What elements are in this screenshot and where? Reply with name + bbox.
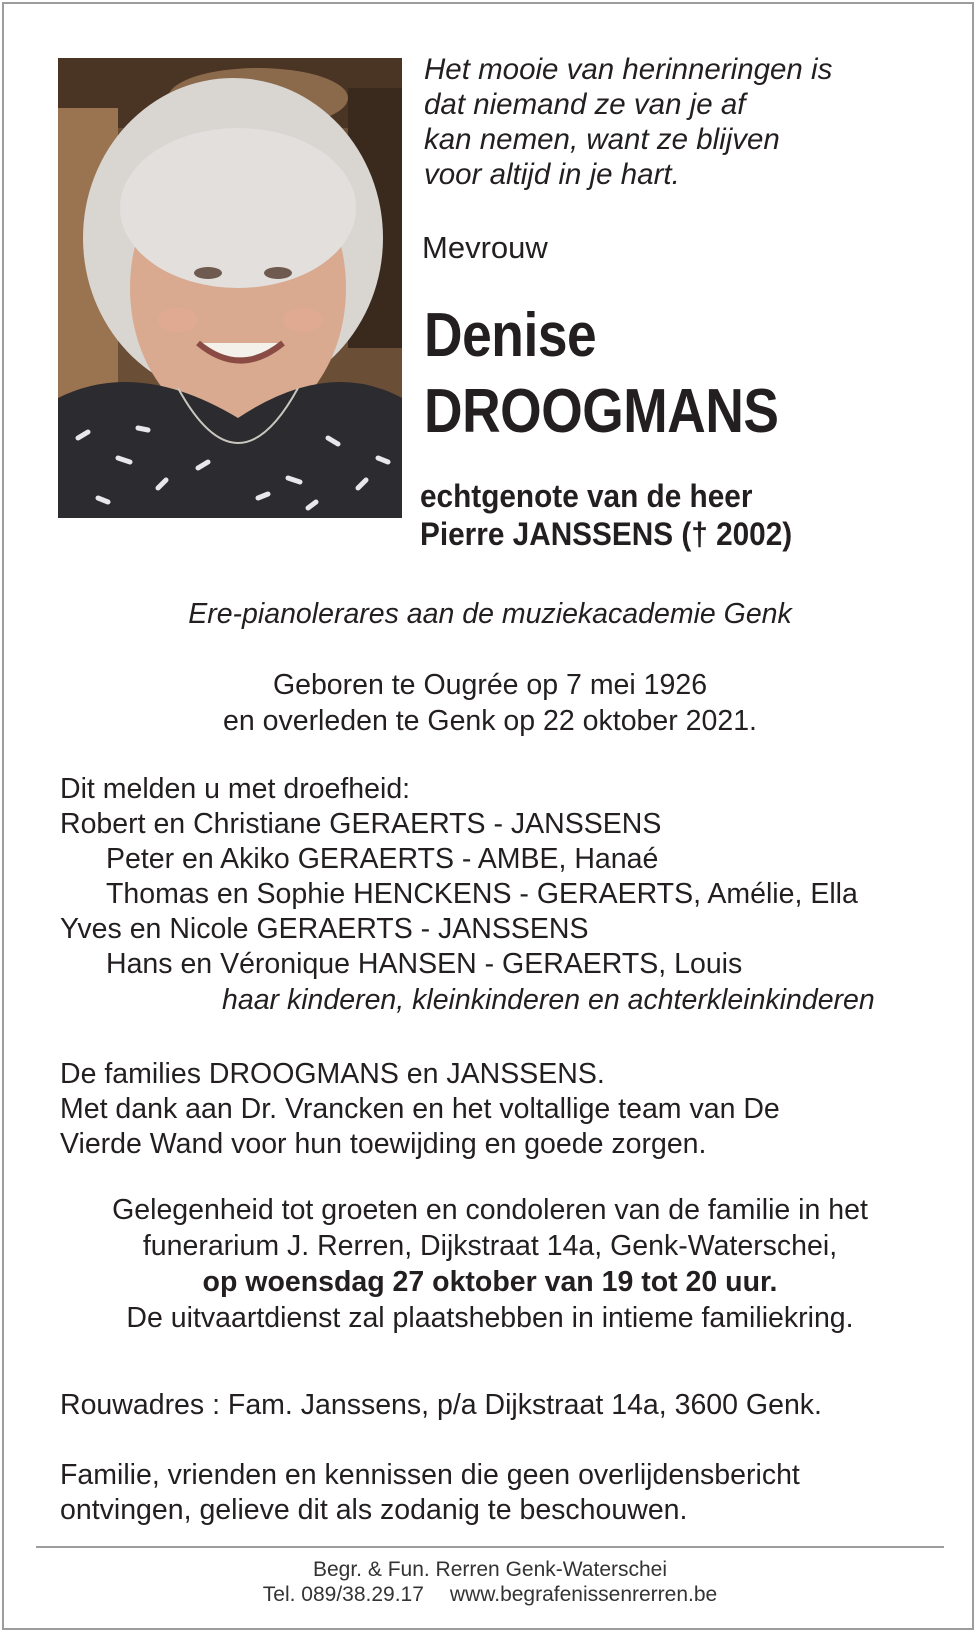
funeral-home-name: Begr. & Fun. Rerren Genk-Waterschei [312, 1558, 668, 1581]
footer-website: www.begrafenissenrerren.be [449, 1583, 718, 1606]
footer-contact [0, 1582, 980, 1607]
notice-line: Familie, vrienden en kennissen die geen overlijdensbericht [60, 1459, 800, 1491]
life-dates [0, 667, 980, 739]
families-line: Met dank aan Dr. Vrancken en het voltallige team van De [60, 1093, 780, 1125]
mourners-list [60, 772, 858, 982]
mourner-line: Robert en Christiane GERAERTS - JANSSENS [60, 808, 662, 840]
visitation-line-2: funerarium J. Rerren, Dijkstraat 14a, Genk-Waterschei, [142, 1230, 838, 1262]
funeral-home-footer [0, 1557, 980, 1607]
spouse-info [420, 477, 792, 553]
families-block [60, 1057, 780, 1162]
honorific: Mevrouw [422, 230, 548, 265]
occupation [0, 596, 980, 632]
first-name: Denise [424, 301, 597, 370]
visitation-time: op woensdag 27 oktober van 19 tot 20 uur. [202, 1266, 778, 1298]
mourners-caption: haar kinderen, kleinkinderen en achterkleinkinderen [222, 984, 875, 1016]
footer-divider [36, 1546, 944, 1548]
quote-line: dat niemand ze van je af [424, 88, 746, 121]
mourner-line: Hans en Véronique HANSEN - GERAERTS, Louis [106, 948, 743, 980]
deceased-name [424, 298, 779, 450]
families-line: Vierde Wand voor hun toewijding en goede zorgen. [60, 1128, 707, 1160]
quote-line: Het mooie van herinneringen is [424, 53, 833, 86]
death-line: en overleden te Genk op 22 oktober 2021. [223, 705, 757, 737]
mourning-address [60, 1388, 822, 1423]
spouse-line-2: Pierre JANSSENS († 2002) [420, 516, 793, 552]
mourners-intro: Dit melden u met droefheid: [60, 773, 411, 805]
quote-line: kan nemen, want ze blijven [424, 123, 780, 156]
visitation-line-4: De uitvaartdienst zal plaatshebben in intieme familiekring. [126, 1302, 854, 1334]
closing-notice [60, 1458, 800, 1528]
memorial-quote [424, 52, 944, 192]
spouse-line-1: echtgenote van de heer [420, 478, 753, 514]
address-text: Rouwadres : Fam. Janssens, p/a Dijkstraat 14a, 3600 Genk. [60, 1389, 822, 1421]
portrait-photo [58, 58, 402, 518]
visitation-info [0, 1192, 980, 1336]
visitation-line-1: Gelegenheid tot groeten en condoleren van de familie in het [112, 1194, 868, 1226]
occupation-text: Ere-pianolerares aan de muziekacademie Genk [188, 598, 792, 630]
mourner-line: Thomas en Sophie HENCKENS - GERAERTS, Amélie, Ella [106, 878, 858, 910]
quote-line: voor altijd in je hart. [424, 158, 680, 191]
footer-phone: Tel. 089/38.29.17 [262, 1583, 424, 1606]
families-line: De families DROOGMANS en JANSSENS. [60, 1058, 605, 1090]
birth-line: Geboren te Ougrée op 7 mei 1926 [272, 669, 708, 701]
mourner-line: Peter en Akiko GERAERTS - AMBE, Hanaé [106, 843, 659, 875]
mourner-line: Yves en Nicole GERAERTS - JANSSENS [60, 913, 589, 945]
last-name: DROOGMANS [424, 377, 779, 446]
notice-line: ontvingen, gelieve dit als zodanig te beschouwen. [60, 1494, 688, 1526]
